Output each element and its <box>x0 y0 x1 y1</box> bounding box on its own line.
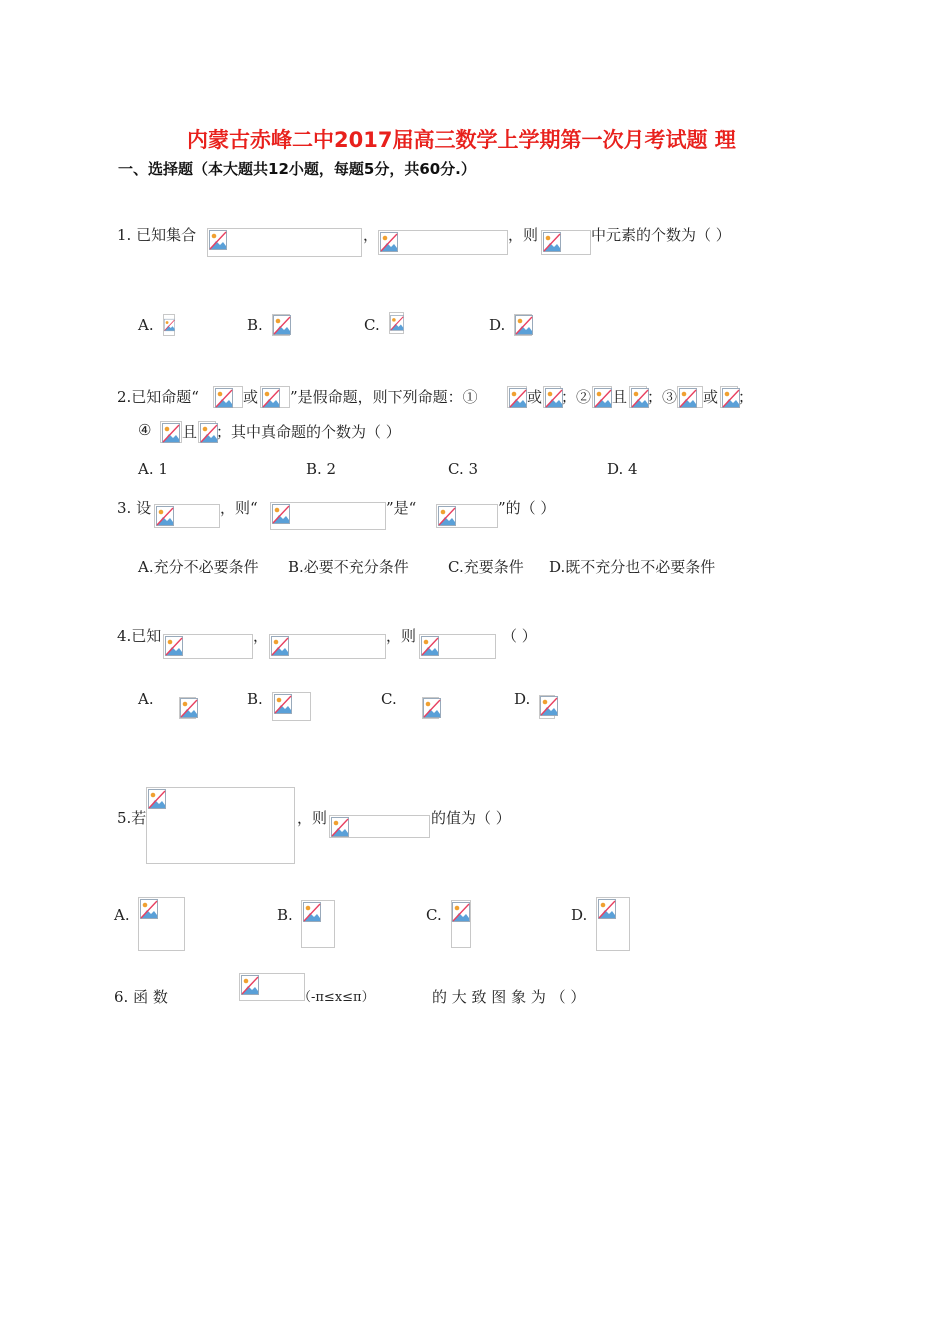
q5-stem-end: 的值为（ ） <box>431 809 511 827</box>
option-image <box>163 314 175 336</box>
broken-image-icon <box>303 902 321 922</box>
formula-image <box>629 386 647 408</box>
broken-image-icon <box>148 789 166 809</box>
formula-image <box>269 634 386 659</box>
option-image <box>179 697 196 719</box>
broken-image-icon <box>140 899 158 919</box>
q2-and: 且 <box>182 423 198 441</box>
broken-image-icon <box>215 388 233 408</box>
formula-image <box>378 230 508 255</box>
q3-stem-end: ”的（ ） <box>498 499 556 517</box>
formula-image <box>146 787 295 864</box>
broken-image-icon <box>421 636 439 656</box>
q3-option-a: A.充分不必要条件 <box>138 558 259 576</box>
q5-option-a: A. <box>114 906 130 924</box>
q4-option-a: A. <box>138 690 154 708</box>
broken-image-icon <box>209 230 227 250</box>
option-image <box>389 312 404 334</box>
q1-stem-end: 中元素的个数为（ ） <box>591 226 731 244</box>
q2-end: ； <box>738 388 754 406</box>
broken-image-icon <box>679 388 697 408</box>
broken-image-icon <box>515 315 533 335</box>
broken-image-icon <box>241 975 259 995</box>
formula-image <box>154 504 220 528</box>
q3-stem: 3. 设 <box>117 499 152 517</box>
q3-option-b: B.必要不充分条件 <box>288 558 409 576</box>
q3-option-c: C.充要条件 <box>448 558 524 576</box>
broken-image-icon <box>156 506 174 526</box>
broken-image-icon <box>452 902 470 922</box>
q1-stem: 1. 已知集合 <box>117 226 197 244</box>
q2-or: 或 <box>243 388 259 406</box>
broken-image-icon <box>509 388 527 408</box>
broken-image-icon <box>262 388 280 408</box>
broken-image-icon <box>331 817 349 837</box>
q2-part-2: ；② <box>561 388 592 406</box>
option-image <box>301 900 335 948</box>
q3-stem-mid: ”是“ <box>386 499 417 517</box>
broken-image-icon <box>165 636 183 656</box>
section-header: 一、选择题（本大题共12小题，每题5分，共60分.） <box>118 160 476 178</box>
q4-stem-end: （ ） <box>502 627 537 645</box>
option-image <box>596 897 630 951</box>
formula-image <box>329 815 430 838</box>
broken-image-icon <box>164 315 175 335</box>
q1-option-b: B. <box>247 316 263 334</box>
q2-stem-mid: ”是假命题，则下列命题：① <box>290 388 478 406</box>
q2-option-a: A. 1 <box>138 460 168 478</box>
broken-image-icon <box>273 315 291 335</box>
broken-image-icon <box>162 423 180 443</box>
q6-domain: （-π≤x≤π） <box>298 990 375 1005</box>
q4-option-c: C. <box>381 690 397 708</box>
option-image <box>539 695 555 719</box>
formula-image <box>163 634 253 659</box>
q6-stem-end: 的 大 致 图 象 为 （ ） <box>432 988 586 1006</box>
q2-stem: 2.已知命题“ <box>117 388 199 406</box>
option-image <box>514 314 532 336</box>
formula-image <box>198 421 216 443</box>
option-image <box>138 897 185 951</box>
q4-separator: ， <box>253 627 269 645</box>
q1-option-c: C. <box>364 316 380 334</box>
formula-image <box>720 386 738 408</box>
q5-option-b: B. <box>277 906 293 924</box>
option-image <box>451 900 471 948</box>
option-image <box>422 697 439 719</box>
formula-image <box>436 504 498 528</box>
q1-option-d: D. <box>489 316 506 334</box>
q2-line2-end: ；其中真命题的个数为（ ） <box>216 423 401 441</box>
broken-image-icon <box>598 899 616 919</box>
broken-image-icon <box>540 696 558 716</box>
broken-image-icon <box>272 504 290 524</box>
formula-image <box>541 230 591 255</box>
formula-image <box>270 502 386 530</box>
q5-stem: 5.若 <box>117 809 147 827</box>
broken-image-icon <box>438 506 456 526</box>
q2-option-b: B. 2 <box>306 460 337 478</box>
q2-or: 或 <box>703 388 719 406</box>
formula-image <box>543 386 561 408</box>
q4-option-d: D. <box>514 690 531 708</box>
broken-image-icon <box>271 636 289 656</box>
q2-option-d: D. 4 <box>607 460 638 478</box>
formula-image <box>592 386 612 408</box>
formula-image <box>239 973 305 1001</box>
q1-separator: ，则 <box>508 226 539 244</box>
q2-line2-start: ④ <box>138 421 152 439</box>
q5-stem-mid: ，则 <box>297 809 328 827</box>
formula-image <box>207 228 362 257</box>
q1-separator: ， <box>363 226 379 244</box>
q2-option-c: C. 3 <box>448 460 479 478</box>
formula-image <box>260 386 290 408</box>
option-image <box>272 314 290 336</box>
q3-option-d: D.既不充分也不必要条件 <box>549 558 716 576</box>
q6-stem: 6. 函 数 <box>114 988 168 1006</box>
formula-image <box>419 634 496 659</box>
formula-image <box>160 421 182 443</box>
q4-separator: ，则 <box>386 627 417 645</box>
q4-option-b: B. <box>247 690 263 708</box>
broken-image-icon <box>423 698 441 718</box>
q5-option-d: D. <box>571 906 588 924</box>
q4-stem: 4.已知 <box>117 627 162 645</box>
formula-image <box>507 386 527 408</box>
formula-image <box>213 386 243 408</box>
formula-image <box>677 386 703 408</box>
q2-or: 或 <box>527 388 543 406</box>
q2-and: 且 <box>612 388 628 406</box>
q3-stem-mid: ，则“ <box>220 499 258 517</box>
broken-image-icon <box>180 698 198 718</box>
broken-image-icon <box>274 694 292 714</box>
option-image <box>272 692 311 721</box>
q2-part-3: ；③ <box>647 388 678 406</box>
broken-image-icon <box>390 313 404 333</box>
page-title: 内蒙古赤峰二中2017届高三数学上学期第一次月考试题 理 <box>187 128 736 152</box>
q1-option-a: A. <box>138 316 154 334</box>
broken-image-icon <box>543 232 561 252</box>
broken-image-icon <box>380 232 398 252</box>
q5-option-c: C. <box>426 906 442 924</box>
broken-image-icon <box>594 388 612 408</box>
